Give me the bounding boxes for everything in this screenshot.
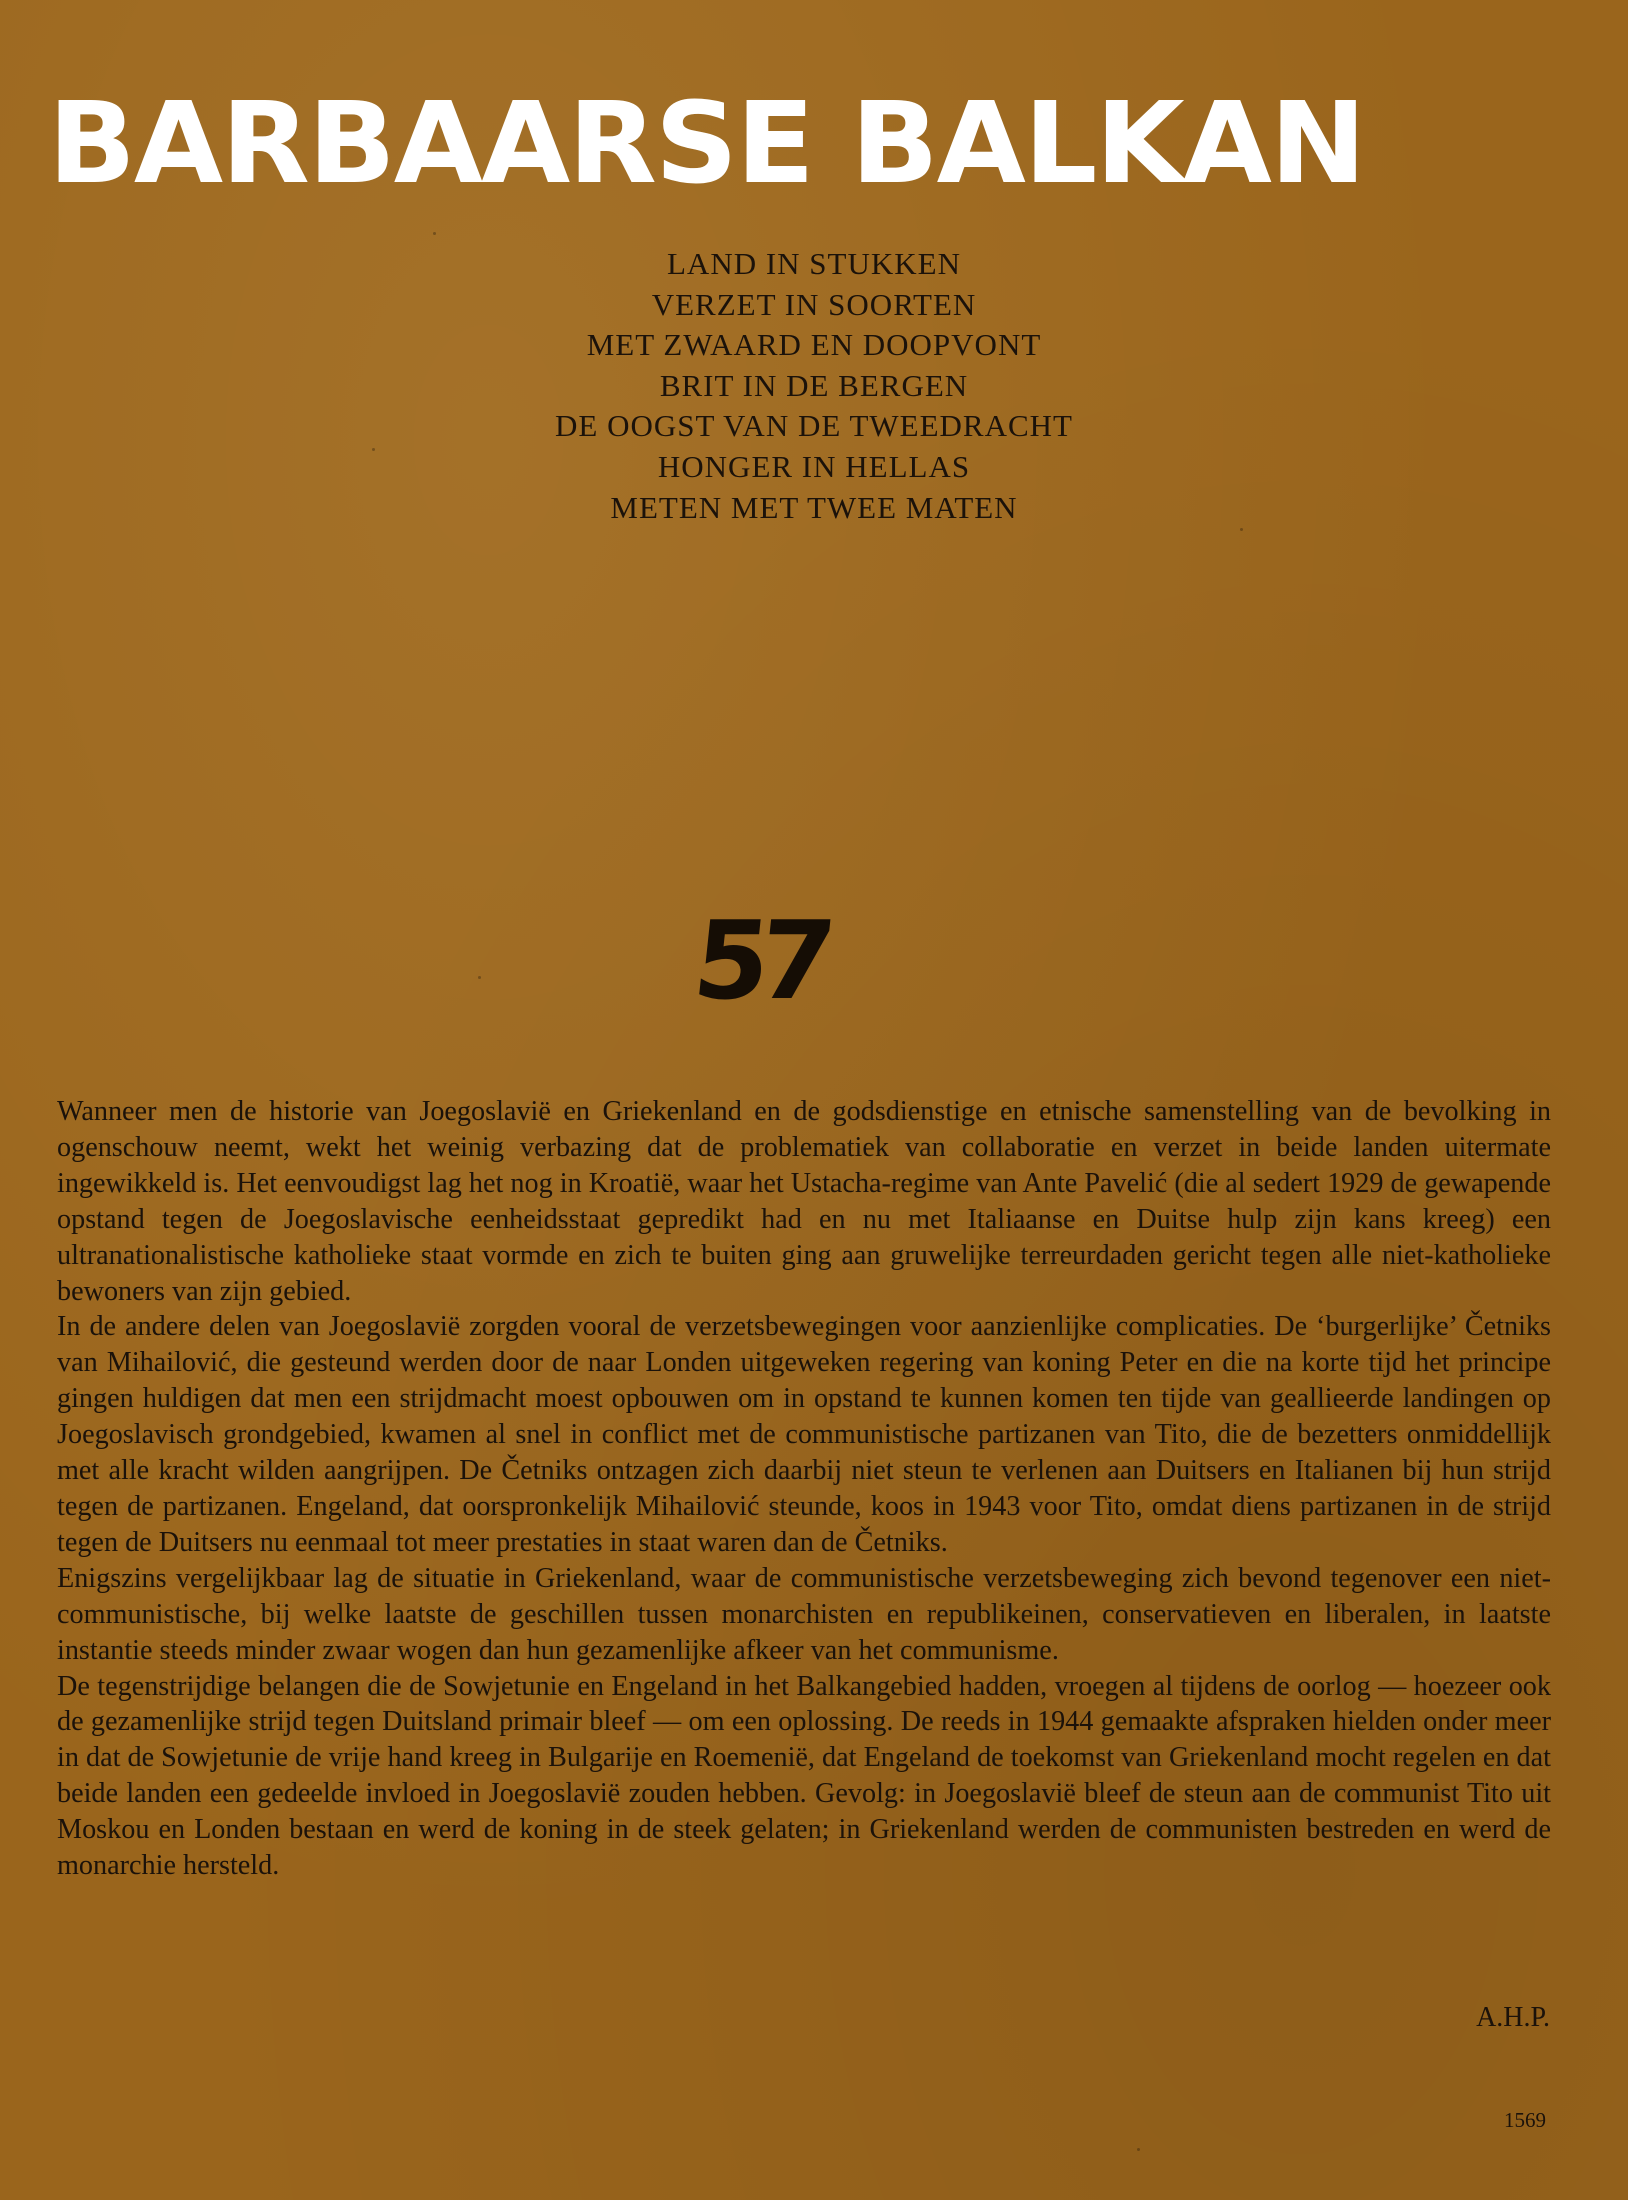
contents-item: HONGER IN HELLAS — [657, 448, 971, 484]
contents-item: METEN MET TWEE MATEN — [610, 489, 1018, 525]
print-speck — [478, 976, 481, 979]
contents-item: VERZET IN SOORTEN — [651, 286, 977, 322]
contents-item: MET ZWAARD EN DOOPVONT — [586, 327, 1042, 363]
contents-item: DE OOGST VAN DE TWEEDRACHT — [555, 408, 1073, 444]
body-text — [57, 1094, 1551, 1884]
page-title: BARBAARSE BALKAN — [48, 79, 1365, 209]
body-paragraph: Wanneer men de historie van Joegoslavië en Griekenland en de godsdienstige en etnische samenstelling van de bevolking in ogenschouw neemt, wekt het weinig verbazing dat de problematiek van collaboratie en verzet in beide landen uitermate ingewikkeld is. Het eenvoudigst lag het nog in Kroatië, waar het Ustacha-regime van Ante Pavelić (die al sedert 1929 de gewapende opstand tegen de Joegoslavische eenheidsstaat gepredikt had en nu met Italiaanse en Duitse hulp zijn kans kreeg) een ultranationalistische katholieke staat vormde en zich te buiten ging aan gruwelijke terreurdaden gericht tegen alle niet-katholieke bewoners van zijn gebied. — [57, 1096, 1551, 1307]
body-paragraph: In de andere delen van Joegoslavië zorgden vooral de verzetsbewegingen voor aanzienlijke complicaties. De ‘burgerlijke’ Četniks van Mihailović, die gesteund werden door de naar Londen uitgeweken regering van koning Peter en die na korte tijd het principe gingen huldigen dat men een strijdmacht moest opbouwen om in opstand te kunnen komen ten tijde van geallieerde landingen op Joegoslavisch grondgebied, kwamen al snel in conflict met de communistische partizanen van Tito, die de bezetters onmiddellijk met alle kracht wilden aangrijpen. De Četniks ontzagen zich daarbij niet steun te verlenen aan Duitsers en Italianen bij hun strijd tegen de partizanen. Engeland, dat oorspronkelijk Mihailović steunde, koos in 1943 voor Tito, omdat diens partizanen in de strijd tegen de Duitsers nu eenmaal tot meer prestaties in staat waren dan de Četniks. — [57, 1311, 1551, 1558]
body-paragraph: Enigszins vergelijkbaar lag de situatie in Griekenland, waar de communistische verzetsbeweging zich bevond tegenover een niet-communistische, bij welke laatste de geschillen tussen monarchisten en republikeinen, conservatieven en liberalen, in laatste instantie steeds minder zwaar wogen dan hun gezamenlijke afkeer van het communisme. — [57, 1562, 1551, 1666]
table-of-contents — [414, 244, 1214, 528]
print-speck — [372, 448, 375, 451]
print-speck — [1137, 2148, 1140, 2151]
author-initials: A.H.P. — [1476, 2002, 1550, 2033]
body-paragraph: De tegenstrijdige belangen die de Sowjetunie en Engeland in het Balkangebied hadden, vroegen al tijdens de oorlog — hoezeer ook de gezamenlijke strijd tegen Duitsland primair bleef — om een oplossing. De reeds in 1944 gemaakte afspraken hielden onder meer in dat de Sowjetunie de vrije hand kreeg in Bulgarije en Roemenië, dat Engeland de toekomst van Griekenland mocht regelen en dat beide landen een gedeelde invloed in Joegoslavië zouden hebben. Gevolg: in Joegoslavië bleef de steun aan de communist Tito uit Moskou en Londen bestaan en werd de koning in de steek gelaten; in Griekenland werden de communisten bestreden en werd de monarchie hersteld. — [57, 1670, 1551, 1882]
print-speck — [1240, 528, 1243, 531]
contents-item: LAND IN STUKKEN — [667, 246, 961, 281]
contents-item: BRIT IN DE BERGEN — [659, 367, 969, 403]
issue-number: 57 — [687, 899, 832, 1024]
print-speck — [433, 232, 436, 235]
page-number: 1569 — [1504, 2108, 1546, 2132]
